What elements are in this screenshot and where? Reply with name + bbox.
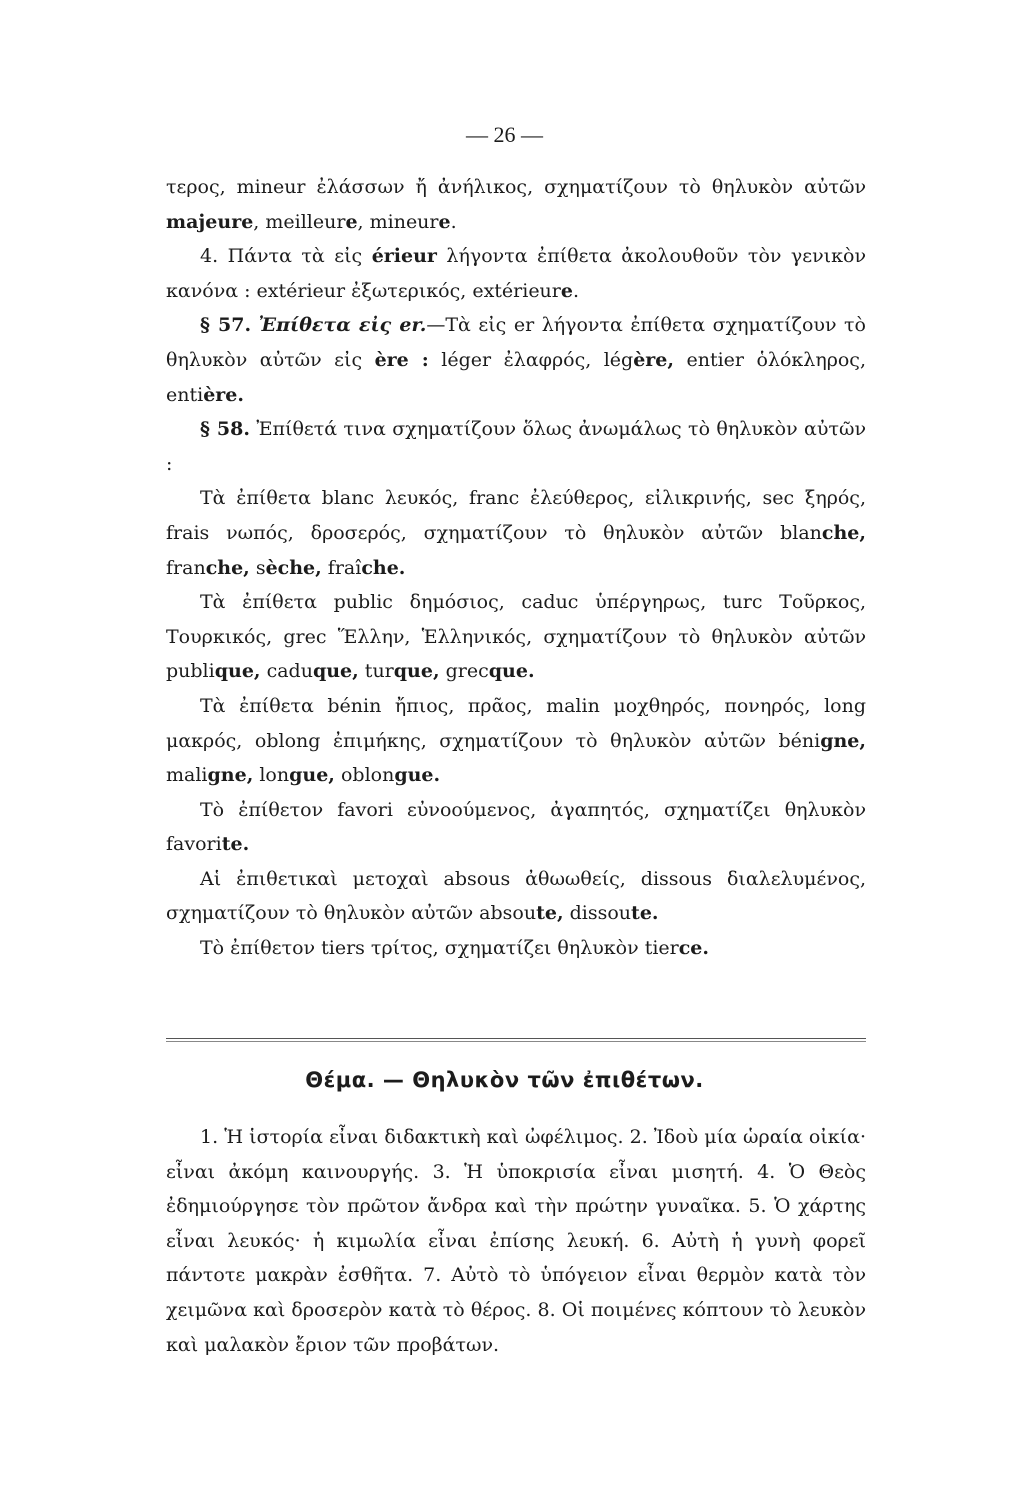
text-run: cadu bbox=[260, 660, 313, 683]
text-run: mali bbox=[166, 764, 208, 787]
text-run: , mineur bbox=[357, 210, 439, 233]
text-run: tur bbox=[358, 660, 394, 683]
bold-run: te. bbox=[221, 833, 250, 856]
text-run: Τὸ ἐπίθετον tiers τρίτος, σχηματίζει θηλυκὸν tier bbox=[200, 937, 679, 960]
paragraph-8 bbox=[166, 793, 866, 862]
paragraph-section-58 bbox=[166, 412, 866, 481]
text-run: grec bbox=[439, 660, 489, 683]
bold-run: te, bbox=[536, 902, 564, 925]
exercise-paragraph: 1. Ἡ ἱστορία εἶναι διδακτικὴ καὶ ὠφέλιμος. 2. Ἰδοὺ μία ὡραία οἰκία· εἶναι ἀκόμη καινουργής. 3. Ἡ ὑποκρισία εἶναι μισητή. 4. Ὁ Θεὸς ἐδημιούργησε τὸν πρῶτον ἄνδρα καὶ τὴν πρώτην γυναῖκα. 5. Ὁ χάρτης εἶναι λευκός· ἡ κιμωλία εἶναι ἐπίσης λευκή. 6. Αὐτὴ ἡ γυνὴ φορεῖ πάντοτε μακρὰν ἐσθῆτα. 7. Αὐτὸ τὸ ὑπόγειον εἶναι θερμὸν κατὰ τὸν χειμῶνα καὶ δροσερὸν κατὰ τὸ θέρος. 8. Οἱ ποιμένες κόπτουν τὸ λευκὸν καὶ μαλακὸν ἔριον τῶν προβάτων. bbox=[166, 1126, 866, 1356]
paragraph-10 bbox=[166, 931, 866, 966]
paragraph-2 bbox=[166, 239, 866, 308]
page-number: — 26 — bbox=[466, 122, 543, 147]
text-run: Ἐπίθετά τινα σχηματίζουν ὅλως ἀνωμάλως τὸ θηλυκὸν αὐτῶν : bbox=[166, 418, 866, 475]
paragraph-7 bbox=[166, 689, 866, 793]
bold-run: que. bbox=[488, 660, 535, 683]
text-run: lon bbox=[253, 764, 290, 787]
text-run: Αἱ ἐπιθετικαὶ μετοχαὶ absous ἀθωωθείς, dissous διαλελυμένος, σχηματίζουν τὸ θηλυκὸν αὐτῶν absou bbox=[166, 867, 866, 925]
text-run: τερος, mineur ἐλάσσων ἤ ἀνήλικος, σχηματίζουν τὸ θηλυκὸν αὐτῶν bbox=[166, 176, 866, 198]
bold-run: que, bbox=[393, 660, 440, 683]
paragraph-6 bbox=[166, 585, 866, 689]
bold-run: érieur bbox=[371, 245, 437, 268]
bold-run: ère. bbox=[203, 383, 245, 406]
bold-run: e bbox=[438, 210, 451, 233]
bold-run: que, bbox=[312, 660, 359, 683]
paragraph-5 bbox=[166, 481, 866, 585]
bold-run: èche, bbox=[265, 556, 322, 579]
paragraph-9 bbox=[166, 862, 866, 931]
text-run: Τὰ ἐπίθετα blanc λευκός, franc ἐλεύθερος, εἰλικρινής, sec ξηρός, frais νωπός, δροσερός, σχηματίζουν τὸ θηλυκὸν αὐτῶν blan bbox=[166, 487, 866, 544]
bold-run: gue, bbox=[289, 764, 335, 787]
text-run: , meilleur bbox=[253, 210, 346, 233]
bold-run: e bbox=[560, 279, 573, 302]
bold-run: che, bbox=[821, 521, 866, 544]
bold-run: gue. bbox=[394, 764, 441, 787]
bold-run: ère : bbox=[374, 348, 429, 371]
paragraph-section-57 bbox=[166, 308, 866, 412]
bold-run: majeure bbox=[166, 210, 254, 233]
text-run: 4. Πάντα τὰ εἰς bbox=[200, 245, 372, 268]
exercise-text bbox=[166, 1120, 866, 1362]
bold-run: que, bbox=[214, 660, 261, 683]
text-run: Τὰ ἐπίθετα public δημόσιος, caduc ὑπέργηρως, turc Τοῦρκος, Τουρκικός, grec Ἕλλην, Ἑλληνικός, σχηματίζουν τὸ θηλυκὸν αὐτῶν publi bbox=[166, 591, 866, 683]
text-run: λήγοντα ἐπίθετα ἀκολουθοῦν τὸν γενικὸν κανόνα : extérieur ἐξωτερικός, extérieur bbox=[166, 245, 866, 302]
text-run: . bbox=[572, 279, 580, 302]
paragraph-1 bbox=[166, 170, 866, 239]
text-run: —Τὰ εἰς er λήγοντα ἐπίθετα σχηματίζουν τὸ θηλυκὸν αὐτῶν εἰς bbox=[166, 314, 866, 371]
text-run: . bbox=[450, 210, 457, 233]
section-number: § 57. bbox=[200, 314, 252, 337]
bold-run: te. bbox=[631, 902, 659, 925]
bold-run: che, bbox=[205, 556, 250, 579]
bold-run: ère, bbox=[633, 348, 675, 371]
bold-run: gne, bbox=[207, 764, 254, 787]
text-run: oblon bbox=[334, 764, 395, 787]
text-run: fraî bbox=[321, 556, 362, 579]
text-run: fran bbox=[166, 556, 206, 579]
text-run: Τὰ ἐπίθετα bénin ἤπιος, πρᾶος, malin μοχθηρός, πονηρός, long μακρός, oblong ἐπιμήκης, σχηματίζουν τὸ θηλυκὸν αὐτῶν béni bbox=[166, 694, 866, 752]
bold-run: e bbox=[345, 210, 358, 233]
text-run: s bbox=[249, 556, 266, 579]
text-run: léger ἐλαφρός, lég bbox=[428, 348, 634, 371]
text-run: Τὸ ἐπίθετον favori εὐνοούμενος, ἀγαπητός, σχηματίζει θηλυκὸν favori bbox=[166, 798, 866, 856]
bold-run: che. bbox=[361, 556, 406, 579]
section-title: Ἐπίθετα εἰς er. bbox=[258, 314, 427, 337]
section-divider bbox=[166, 1038, 866, 1042]
exercise-title: Θέμα. — Θηλυκὸν τῶν ἐπιθέτων. bbox=[305, 1068, 704, 1092]
text-run: dissou bbox=[563, 902, 632, 925]
section-number: § 58. bbox=[200, 418, 250, 441]
bold-run: gne, bbox=[820, 729, 866, 752]
grammar-text bbox=[166, 170, 866, 966]
text-run: entier ὁλόκληρος, enti bbox=[166, 348, 866, 406]
bold-run: ce. bbox=[678, 937, 710, 960]
